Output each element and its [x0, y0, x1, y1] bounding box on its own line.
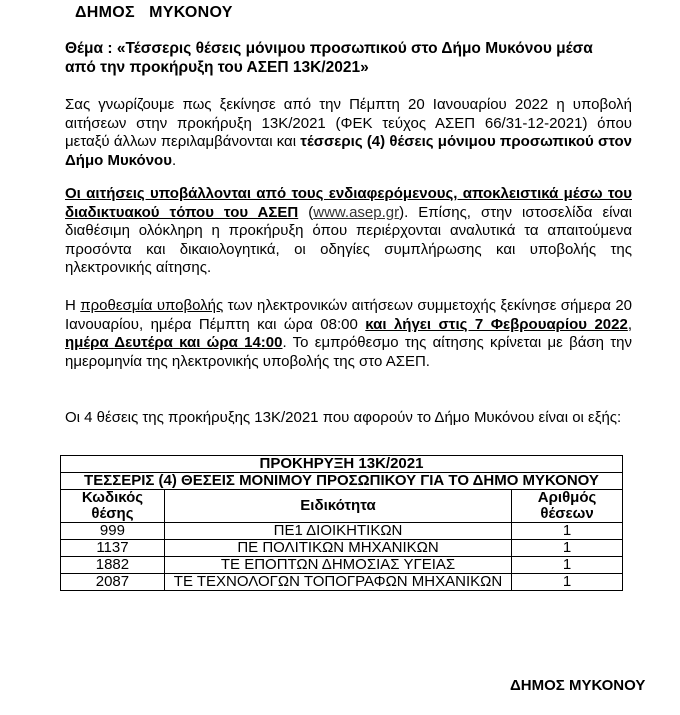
paragraph-deadline	[65, 297, 632, 371]
table-row	[61, 540, 623, 557]
table-row	[61, 574, 623, 591]
paragraph-text: ). Επίσης, στην ιστοσελίδα είναι διαθέσιμη ολόκληρη η προκήρυξη όπου περιέρχονται αναλυτικά τα απαιτούμενα προσόντα και δικαιολογητικά, οι οδηγίες συμπλήρωσης και υποβολής της ηλεκτρονικής αίτησης.	[65, 203, 632, 276]
cell-code: 1137	[61, 540, 165, 557]
paragraph-underline: προθεσμία υποβολής	[80, 297, 224, 314]
table-title: ΠΡΟΚΗΡΥΞΗ 13Κ/2021	[61, 456, 623, 473]
cell-specialty: ΤΕ ΤΕΧΝΟΛΟΓΩΝ ΤΟΠΟΓΡΑΦΩΝ ΜΗΧΑΝΙΚΩΝ	[164, 574, 511, 591]
table-subtitle-row	[61, 473, 623, 490]
paragraph-text: . Το εμπρόθεσμο της αίτησης κρίνεται με βάση την ημερομηνία της ηλεκτρονικής υποβολής της στο ΑΣΕΠ.	[65, 334, 632, 370]
paragraph-text: Η	[65, 297, 81, 314]
paragraph-text: Σας γνωρίζουμε πως ξεκίνησε από την Πέμπτη 20 Ιανουαρίου 2022 η υποβολή αιτήσεων στην προκήρυξη 13Κ/2021 (ΦΕΚ τεύχος ΑΣΕΠ 66/31-12-2021) όπου μεταξύ άλλων περιλαμβάνονται και	[65, 96, 632, 150]
paragraph-emphasis: τέσσερις (4) θέσεις μόνιμου προσωπικού στον Δήμο Μυκόνου	[65, 133, 632, 169]
cell-code: 1882	[61, 557, 165, 574]
cell-code: 2087	[61, 574, 165, 591]
cell-specialty: ΠΕ1 ΔΙΟΙΚΗΤΙΚΩΝ	[164, 523, 511, 540]
column-header-specialty: Ειδικότητα	[164, 490, 511, 523]
paragraph-positions-intro: Οι 4 θέσεις της προκήρυξης 13Κ/2021 που αφορούν το Δήμο Μυκόνου είναι οι εξής:	[65, 409, 622, 426]
cell-specialty: ΤΕ ΕΠΟΠΤΩΝ ΔΗΜΟΣΙΑΣ ΥΓΕΙΑΣ	[164, 557, 511, 574]
paragraph-text: (	[298, 203, 314, 221]
table-title-row	[61, 456, 623, 473]
column-header-code: Κωδικός θέσης	[61, 490, 165, 523]
paragraph-emphasis: ημέρα Δευτέρα και ώρα 14:00	[65, 334, 283, 351]
paragraph-applications	[65, 185, 632, 278]
cell-count: 1	[512, 540, 623, 557]
document-subject: Θέμα : «Τέσσερις θέσεις μόνιμου προσωπικού στο Δήμο Μυκόνου μέσα από την προκήρυξη του ΑΣΕΠ 13Κ/2021»	[65, 40, 593, 76]
cell-specialty: ΠΕ ΠΟΛΙΤΙΚΩΝ ΜΗΧΑΝΙΚΩΝ	[164, 540, 511, 557]
positions-table	[60, 455, 623, 591]
table-header-row	[61, 490, 623, 523]
cell-count: 1	[512, 523, 623, 540]
cell-count: 1	[512, 574, 623, 591]
asep-website-link[interactable]: www.asep.gr	[313, 203, 400, 221]
footer-signature: ΔΗΜΟΣ ΜΥΚΟΝΟΥ	[510, 677, 646, 694]
table-row	[61, 557, 623, 574]
cell-count: 1	[512, 557, 623, 574]
table-subtitle: ΤΕΣΣΕΡΙΣ (4) ΘΕΣΕΙΣ ΜΟΝΙΜΟΥ ΠΡΟΣΩΠΙΚΟΥ ΓΙΑ ΤΟ ΔΗΜΟ ΜΥΚΟΝΟΥ	[61, 473, 623, 490]
paragraph-announcement	[65, 96, 632, 170]
table-row	[61, 523, 623, 540]
document-header-title: ΔΗΜΟΣ ΜΥΚΟΝΟΥ	[75, 4, 233, 21]
column-header-count: Αριθμός θέσεων	[512, 490, 623, 523]
paragraph-emphasis: και λήγει στις 7 Φεβρουαρίου 2022	[365, 315, 628, 333]
cell-code: 999	[61, 523, 165, 540]
paragraph-text: ,	[627, 315, 632, 333]
paragraph-emphasis: Οι αιτήσεις υποβάλλονται από τους ενδιαφερόμενους, αποκλειστικά μέσω του διαδικτυακού τόπου του ΑΣΕΠ	[65, 185, 632, 221]
paragraph-text: των ηλεκτρονικών αιτήσεων συμμετοχής ξεκίνησε σήμερα 20 Ιανουαρίου, ημέρα Πέμπτη και ώρα 08:00	[65, 297, 633, 333]
paragraph-text: .	[171, 151, 177, 169]
